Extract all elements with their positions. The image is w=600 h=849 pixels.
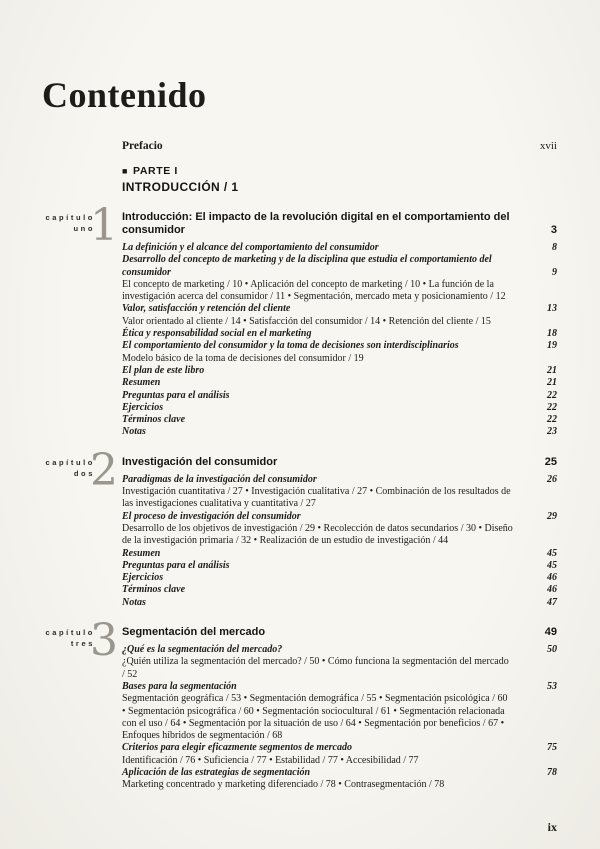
chapter-marker	[38, 200, 118, 251]
toc-entry-page: 46	[547, 584, 557, 596]
toc-entry-page: 9	[552, 266, 557, 278]
toc-entry	[122, 353, 557, 365]
toc-entry-page: 50	[547, 644, 557, 656]
toc-entry	[122, 279, 557, 304]
toc-entry	[122, 426, 557, 438]
chapter-label-bottom: tres	[70, 639, 95, 649]
toc-entry-text: Ejercicios	[122, 401, 164, 413]
toc-entry-text: El proceso de investigación del consumidor	[122, 510, 301, 522]
front-matter-label: Prefacio	[122, 140, 163, 152]
toc-entry-page: 47	[547, 596, 557, 608]
toc-entry	[122, 365, 557, 377]
chapter-page-number: 3	[550, 224, 557, 236]
toc-entry-text: La definición y el alcance del comportamiento del consumidor	[122, 242, 379, 253]
toc-entry-page: 22	[547, 389, 557, 401]
chapter-label-bottom: dos	[73, 468, 95, 478]
toc-entry	[122, 693, 557, 742]
toc-entry-text: Segmentación geográfica / 53 • Segmentación demográfica / 55 • Segmentación psicológica / 60 • Segmentación psicográfica / 60 • Segmentación sociocultural / 61 • Segmentación relacionada con el uso / 64 • Segmentación por la situación de uso / 64 • Segmentación por beneficios / 67 • Enfoques híbridos de segmentación / 68	[122, 693, 508, 742]
chapter	[45, 444, 557, 609]
toc-entry	[122, 377, 557, 389]
toc-entry-page: 18	[547, 328, 557, 340]
square-bullet-icon: ■	[122, 166, 129, 176]
toc-entry-text: El plan de este libro	[122, 364, 205, 376]
toc-entry-text: Valor orientado al cliente / 14 • Satisfacción del consumidor / 14 • Retención del cliente / 15	[122, 315, 491, 327]
chapter-label	[45, 623, 95, 649]
toc-entry	[122, 644, 557, 656]
chapter	[45, 200, 557, 439]
toc-entry	[122, 572, 557, 584]
chapter-heading	[122, 626, 557, 639]
toc-entry	[122, 511, 557, 523]
chapter-numeral: 1	[90, 200, 118, 251]
toc-entry	[122, 548, 557, 560]
toc-entry-text: ¿Quién utiliza la segmentación del mercado? / 50 • Cómo funciona la segmentación del mercado / 52	[122, 656, 509, 680]
toc-entry-text: Términos clave	[122, 584, 186, 596]
chapter-label-top: capítulo	[45, 628, 95, 638]
toc-entry	[122, 303, 557, 315]
toc-entry	[122, 523, 557, 548]
toc-entry-page: 46	[547, 572, 557, 584]
toc-entry	[122, 597, 557, 609]
chapter-label	[45, 208, 95, 234]
toc-entry-text: Preguntas para el análisis	[122, 559, 230, 571]
toc-entry-text: Marketing concentrado y marketing diferenciado / 78 • Contrasegmentación / 78	[122, 779, 445, 791]
toc-entry-page: 22	[547, 414, 557, 426]
toc-entry	[122, 414, 557, 426]
toc-entry-page: 75	[547, 742, 557, 754]
chapter-numeral: 2	[90, 444, 118, 496]
toc-entry-page: 53	[547, 680, 557, 692]
toc-entry-page: 13	[547, 303, 557, 315]
chapter-entries	[122, 242, 557, 439]
toc-entry-page: 29	[547, 510, 557, 522]
part-heading	[122, 165, 557, 194]
chapter-label-bottom: uno	[73, 224, 95, 233]
chapter-label	[45, 453, 95, 479]
toc-entry-text: Aplicación de las estrategias de segmentación	[122, 766, 311, 778]
toc-entry-text: Preguntas para el análisis	[122, 389, 230, 401]
toc-column	[45, 140, 557, 792]
toc-entry-page: 23	[547, 426, 557, 438]
toc-entry-text: Modelo básico de la toma de decisiones del consumidor / 19	[122, 352, 364, 364]
toc-entry	[122, 402, 557, 414]
chapter-title: Segmentación del mercado	[122, 626, 266, 639]
chapter-marker	[38, 615, 118, 667]
toc-entry-text: El comportamiento del consumidor y la toma de decisiones son interdisciplinarios	[122, 340, 459, 352]
chapter-title: Investigación del consumidor	[122, 455, 278, 468]
chapters	[45, 200, 557, 792]
toc-entry	[122, 340, 557, 352]
toc-entry	[122, 328, 557, 340]
toc-entry-text: Ética y responsabilidad social en el marketing	[122, 328, 312, 340]
toc-entry-page: 78	[547, 766, 557, 778]
page-number-footer: ix	[547, 820, 557, 834]
toc-entry-text: Términos clave	[122, 414, 186, 426]
toc-entry-page: 26	[547, 473, 557, 485]
toc-entry-text: Bases para la segmentación	[122, 680, 237, 692]
toc-entry-text: Valor, satisfacción y retención del cliente	[122, 303, 291, 315]
toc-entry	[122, 390, 557, 402]
chapter-heading	[122, 211, 557, 237]
toc-entry	[122, 779, 557, 791]
chapter-entries	[122, 644, 557, 792]
toc-entry-text: Paradigmas de la investigación del consumidor	[122, 473, 317, 485]
toc-entry-text: Criterios para elegir eficazmente segmentos de mercado	[122, 742, 352, 754]
chapter-entries	[122, 474, 557, 609]
toc-entry	[122, 767, 557, 779]
toc-entry	[122, 254, 557, 279]
chapter-label-top: capítulo	[45, 213, 95, 222]
toc-entry-page: 19	[547, 340, 557, 352]
toc-entry	[122, 242, 557, 254]
chapter-heading	[122, 456, 557, 469]
toc-entry-page: 45	[547, 559, 557, 571]
toc-entry-page: 22	[547, 401, 557, 413]
toc-entry-text: Investigación cuantitativa / 27 • Investigación cualitativa / 27 • Combinación de los resultados de las investigaciones cualitativa y cuantitativa / 27	[122, 486, 511, 510]
chapter	[45, 615, 557, 792]
toc-entry-page: 21	[547, 377, 557, 389]
part-kicker-label: PARTE I	[133, 165, 178, 177]
toc-entry	[122, 742, 557, 754]
front-matter-row	[122, 140, 557, 153]
page-title: Contenido	[42, 75, 207, 116]
toc-entry-text: Resumen	[122, 547, 161, 559]
toc-entry	[122, 560, 557, 572]
toc-entry-page: 45	[547, 547, 557, 559]
part-title: INTRODUCCIÓN / 1	[122, 180, 239, 194]
chapter-title: Introducción: El impacto de la revolución digital en el comportamiento del consumidor	[122, 211, 510, 236]
toc-entry-text: Desarrollo de los objetivos de investigación / 29 • Recolección de datos secundarios / 30 • Diseño de la investigación primaria / 32 • Realización de un estudio de investigación / 44	[122, 522, 513, 547]
toc-entry	[122, 755, 557, 767]
toc-entry	[122, 584, 557, 596]
toc-entry-text: Resumen	[122, 377, 161, 389]
toc-entry-text: Desarrollo del concepto de marketing y de la disciplina que estudia el comportamiento del consumidor	[122, 254, 492, 278]
front-matter-page-number: xvii	[539, 140, 557, 152]
toc-entry-text: ¿Qué es la segmentación del mercado?	[122, 644, 283, 656]
chapter-page-number: 49	[544, 626, 557, 639]
chapter-marker	[38, 444, 118, 496]
toc-entry-text: Notas	[122, 596, 146, 608]
toc-entry	[122, 681, 557, 693]
toc-entry-text: Notas	[122, 426, 146, 438]
toc-entry	[122, 474, 557, 486]
chapter-page-number: 25	[544, 455, 557, 468]
part-kicker	[122, 165, 557, 177]
chapter-label-top: capítulo	[45, 457, 95, 467]
chapter-numeral: 3	[90, 615, 118, 667]
toc-entry-text: Ejercicios	[122, 572, 164, 584]
toc-entry-page: 8	[552, 242, 557, 253]
toc-entry-text: Identificación / 76 • Suficiencia / 77 • Estabilidad / 77 • Accesibilidad / 77	[122, 754, 419, 766]
toc-entry	[122, 486, 557, 511]
toc-entry-text: El concepto de marketing / 10 • Aplicación del concepto de marketing / 10 • La función de la investigación acerca del consumidor / 11 • Segmentación, mercado meta y posicionamiento / 12	[122, 278, 506, 303]
toc-entry	[122, 316, 557, 328]
toc-entry	[122, 656, 557, 681]
toc-entry-page: 21	[547, 364, 557, 376]
